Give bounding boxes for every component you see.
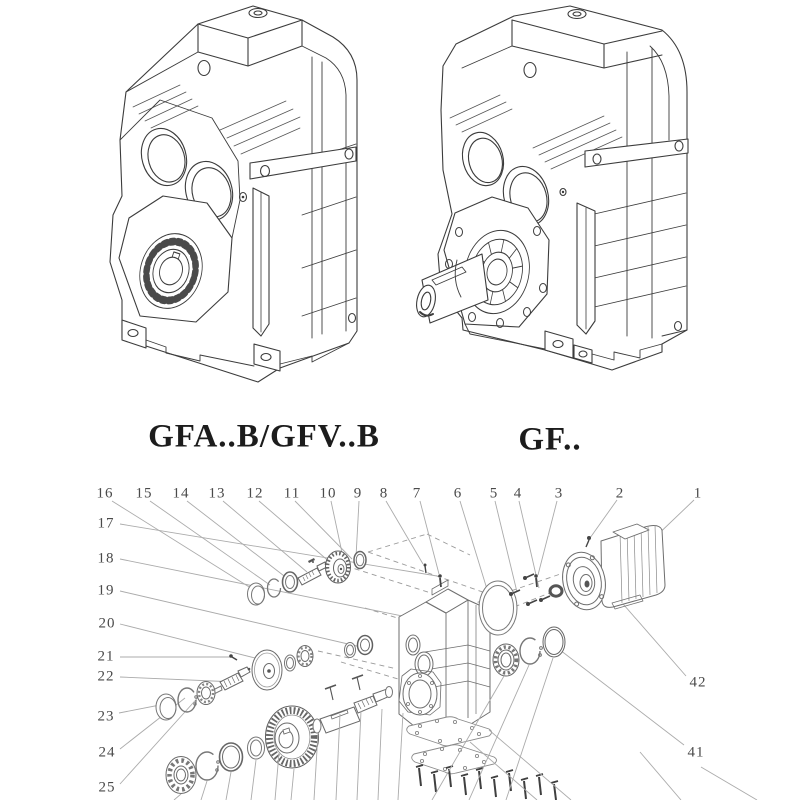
motor-assembly (557, 524, 665, 614)
callout-23: 23 (97, 708, 115, 725)
callout-42: 42 (689, 674, 707, 691)
intermediate-gear-parts (211, 636, 373, 696)
callout-1: 1 (693, 485, 703, 502)
output-bearing-set (493, 627, 565, 676)
input-end-cap-set (156, 682, 215, 721)
model-label-gfab: GFA..B/GFV..B (148, 418, 380, 455)
callout-10: 10 (319, 485, 337, 502)
callout-24: 24 (98, 744, 116, 761)
callout-13: 13 (208, 485, 226, 502)
flange-gasket-ring (479, 581, 517, 635)
callout-41: 41 (687, 744, 705, 761)
callout-8: 8 (379, 485, 389, 502)
callout-5: 5 (489, 485, 499, 502)
callout-6: 6 (453, 485, 463, 502)
callout-12: 12 (246, 485, 264, 502)
exploded-parts-diagram-icon (112, 500, 757, 800)
callout-14: 14 (172, 485, 190, 502)
callout-20: 20 (98, 615, 116, 632)
callout-2: 2 (615, 485, 625, 502)
model-label-gf: GF.. (518, 421, 582, 458)
callout-25: 25 (98, 779, 116, 796)
callout-11: 11 (283, 485, 301, 502)
callout-7: 7 (412, 485, 422, 502)
callout-15: 15 (135, 485, 153, 502)
gear-housing (399, 580, 490, 734)
callout-4: 4 (513, 485, 523, 502)
gearbox-drawing-gf-icon (414, 6, 688, 370)
callout-21: 21 (97, 648, 115, 665)
callout-18: 18 (97, 550, 115, 567)
callout-22: 22 (97, 668, 115, 685)
callout-16: 16 (96, 485, 114, 502)
callout-19: 19 (97, 582, 115, 599)
gearbox-drawing-gfab-icon (110, 6, 357, 382)
callout-3: 3 (554, 485, 564, 502)
callout-9: 9 (353, 485, 363, 502)
callout-17: 17 (97, 515, 115, 532)
